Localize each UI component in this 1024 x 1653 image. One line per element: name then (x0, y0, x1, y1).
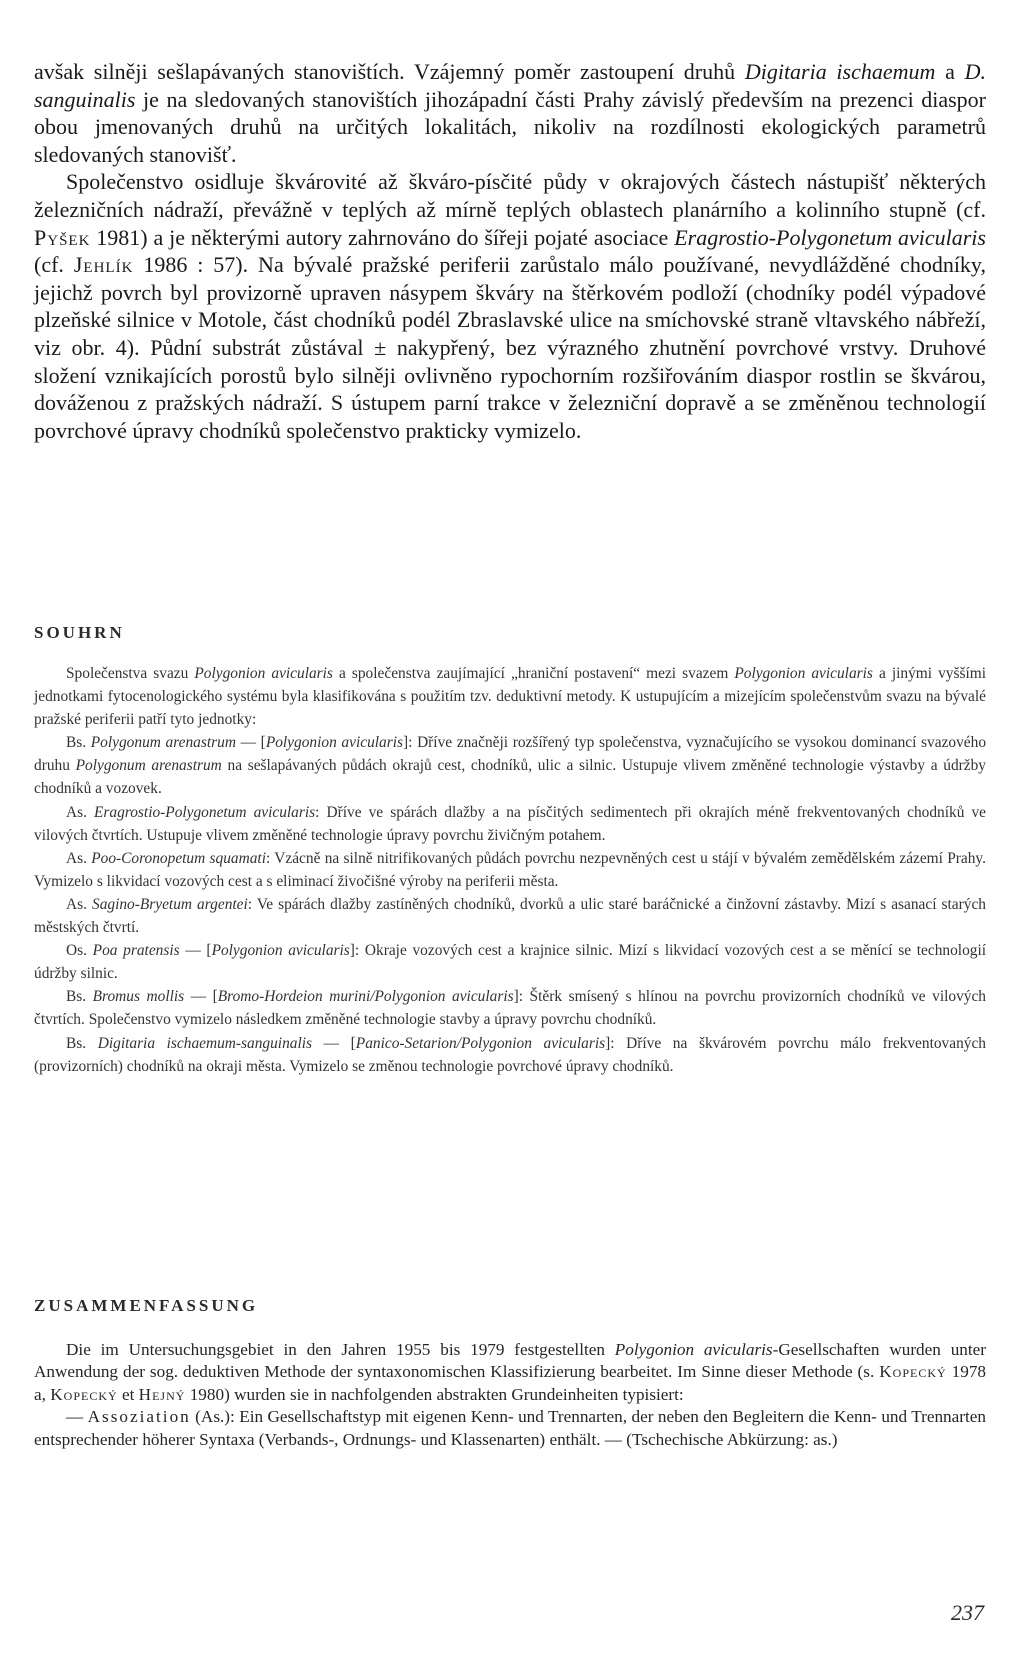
souhrn-item: Os. Poa pratensis — [Polygonion avicularis]: Okraje vozových cest a krajnice silnic. Mizí s likvidací vozových cest a se měnící se technologií údržby silnic. (34, 942, 987, 983)
zusammenfassung-paragraph: Die im Untersuchungsgebiet in den Jahren 1955 bis 1979 festgestellten Polygonion avicularis-Gesellschaften wurden unter Anwendung der sog. deduktiven Methode der syntaxonomischen Klassifizierung bearbeitet. Im Sinne dieser Methode (s. Kopecký 1978 a, Kopecký et Hejný 1980) wurden sie in nachfolgenden abstrakten Grundeinheiten typisiert: (34, 1340, 987, 1404)
paragraph-2: Společenstvo osidluje škvárovité až škváro-písčité půdy v okrajových částech nástupišť některých železničních nádraží, převážně v teplých až mírně teplých oblastech planárního a kolinního stupně (cf. Pyšek 1981) a je některými autory zahrnováno do šířeji pojaté asociace Eragrostio-Polygonetum avicularis (cf. Jehlík 1986 : 57). Na bývalé pražské periferii zarůstalo málo používané, nevydlážděné chodníky, jejichž povrch byl provizorně upraven násypem škváry na štěrkovém podloží (chodníky podél výpadové plzeňské silnice v Motole, část chodníků podél Zbraslavské ulice na smíchovské straně vltavského nábřeží, viz obr. 4). Půdní substrát zůstával ± nakypřený, bez výrazného zhutnění povrchové vrstvy. Druhové složení vznikajících porostů bylo silněji ovlivněno rypochorním rozšiřováním diaspor rostlin se škvárou, dováženou z pražských nádraží. S ústupem parní trakce v železniční dopravě a se změněnou technologií povrchové úpravy chodníků společenstvo prakticky vymizelo. (34, 169, 986, 443)
document-page (34, 58, 987, 1449)
souhrn-item: As. Sagino-Bryetum argentei: Ve spárách dlažby zastíněných chodníků, dvorků a ulic staré baráčnické a činžovní zástavby. Mizí s asanací starých městských čtvrtí. (34, 895, 986, 937)
souhrn-item: Bs. Digitaria ischaemum-sanguinalis — [Panico-Setarion/Polygonion avicularis]: Dříve na škvárovém povrchu málo frekventovaných (provizorních) chodníků na okraji města. Vymizelo se změnou technologie povrchové úpravy chodníků. (34, 1034, 986, 1075)
main-text (34, 58, 986, 444)
souhrn-item: As. Poo-Coronopetum squamati: Vzácně na silně nitrifikovaných půdách povrchu nezpevněných cest u stájí v bývalém zemědělském zázemí Prahy. Vymizelo s likvidací vozových cest a s eliminací živočišné výroby na periferii města. (34, 849, 986, 890)
souhrn-item: Bs. Bromus mollis — [Bromo-Hordeion murini/Polygonion avicularis]: Štěrk smísený s hlínou na povrchu provizorních chodníků ve vilových čtvrtích. Společenstvo vymizelo následkem změněné technologie stavby a úpravy povrchu chodníků. (34, 988, 987, 1029)
paragraph-1: avšak silněji sešlapávaných stanovištích. Vzájemný poměr zastoupení druhů Digitaria ischaemum a D. sanguinalis je na sledovaných stanovištích jihozápadní části Prahy závislý především na prezenci diaspor obou jmenovaných druhů na určitých lokalitách, nikoliv na rozdílnosti ekologických parametrů sledovaných stanovišť. (34, 59, 986, 167)
souhrn-heading: SOUHRN (34, 623, 125, 642)
souhrn-section (34, 662, 986, 1078)
zusammenfassung-definition: — Assoziation (As.): Ein Gesellschaftstyp mit eigenen Kenn- und Trennarten, der neben den Begleitern die Kenn- und Trennarten entsprechender höherer Syntaxa (Verbands-, Ordnungs- und Klassenarten) enthält. — (Tschechische Abkürzung: as.) (34, 1407, 986, 1449)
souhrn-item: As. Eragrostio-Polygonetum avicularis: Dříve ve spárách dlažby a na písčitých sedimentech při okrajích méně frekventovaných chodníků ve vilových čtvrtích. Ustupuje vlivem změněné technologie úpravy povrchu živičným potahem. (34, 803, 986, 844)
page-number: 237 (951, 1600, 984, 1625)
zusammenfassung-heading: ZUSAMMENFASSUNG (34, 1296, 259, 1315)
souhrn-item: Bs. Polygonum arenastrum — [Polygonion avicularis]: Dříve značněji rozšířený typ společenstva, vyznačujícího se vysokou dominancí svazového druhu Polygonum arenastrum na sešlapávaných půdách okrajů cest, chodníků, ulic a silnic. Ustupuje vlivem změněné technologie výstavby a údržby chodníků a vozovek. (34, 734, 987, 798)
zusammenfassung-section (34, 1339, 986, 1451)
souhrn-intro: Společenstva svazu Polygonion avicularis a společenstva zaujímající „hraniční postavení“ mezi svazem Polygonion avicularis a jinými vyššími jednotkami fytocenologického systému byla klasifikována s použitím tzv. deduktivní metody. K ustupujícím a mizejícím společenstvům svazu na bývalé pražské periferii patří tyto jednotky: (34, 665, 986, 729)
